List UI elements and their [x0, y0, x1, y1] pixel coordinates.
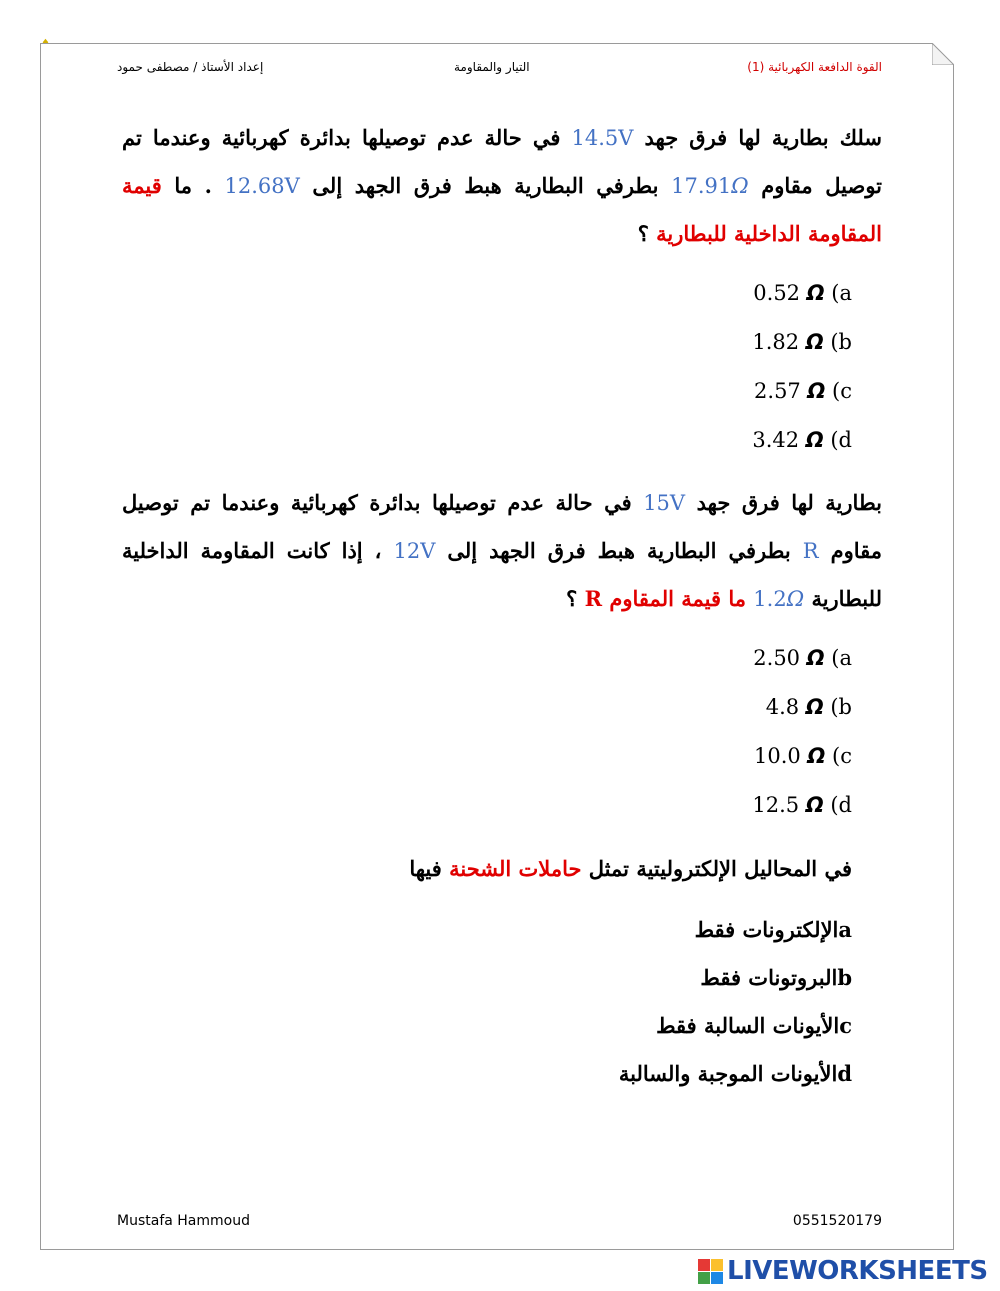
q1-option-b[interactable]: 1.82 Ω (b: [752, 330, 852, 354]
q3-highlight: حاملات الشحنة: [449, 856, 582, 881]
header-subject: التيار والمقاومة: [454, 60, 530, 74]
q1-voltage-1: 14.5V: [571, 126, 634, 150]
q2-option-c[interactable]: 10.0 Ω (c: [754, 744, 852, 768]
q3-option-d[interactable]: dالأيونات الموجبة والسالبة: [618, 1061, 852, 1086]
q1-option-a[interactable]: 0.52 Ω (a: [753, 281, 852, 305]
q3-option-b[interactable]: bالبروتونات فقط: [700, 965, 852, 990]
q2-option-a[interactable]: 2.50 Ω (a: [753, 646, 852, 670]
q3-option-c[interactable]: cالأيونات السالبة فقط: [656, 1013, 852, 1038]
q3-option-a[interactable]: aالإلكترونات فقط: [694, 917, 852, 942]
q1-resistance: 17.91Ω: [671, 174, 749, 198]
q2-voltage-2: 12V: [393, 539, 436, 563]
q2-resistor-r: R: [802, 539, 819, 563]
logo-text: LIVEWORKSHEETS: [727, 1256, 988, 1286]
logo-blocks-icon: [698, 1259, 723, 1284]
page-fold-icon: [932, 43, 954, 65]
q1-ask: قيمة المقاومة الداخلية للبطارية: [122, 173, 882, 246]
q2-ask: ما قيمة المقاوم: [609, 586, 746, 611]
footer-name: Mustafa Hammoud: [117, 1213, 250, 1229]
question-1: سلك بطارية لها فرق جهد 14.5V في حالة عدم توصيلها بدائرة كهربائية وعندما تم توصيل مقاوم 17.91Ω بطرفي البطارية هبط فرق الجهد إلى 12.68V . ما قيمة المقاومة الداخلية للبطارية ؟: [122, 125, 883, 246]
q2-voltage-1: 15V: [643, 491, 686, 515]
question-2: بطارية لها فرق جهد 15V في حالة عدم توصيلها بدائرة كهربائية وعندما تم توصيل مقاوم R بطرفي البطارية هبط فرق الجهد إلى 12V ، إذا كانت المقاومة الداخلية للبطارية 1.2Ω ما قيمة المقاوم R ؟: [122, 490, 883, 611]
liveworksheets-logo[interactable]: [698, 1256, 988, 1286]
q2-option-d[interactable]: 12.5 Ω (d: [752, 793, 852, 817]
q1-option-c[interactable]: 2.57 Ω (c: [754, 379, 852, 403]
footer-phone: 0551520179: [792, 1213, 882, 1229]
q2-option-b[interactable]: 4.8 Ω (b: [765, 695, 852, 719]
q1-voltage-2: 12.68V: [224, 174, 300, 198]
question-3: في المحاليل الإلكتروليتية تمثل حاملات الشحنة فيها: [409, 856, 852, 881]
q1-option-d[interactable]: 3.42 Ω (d: [752, 428, 852, 452]
header-author: إعداد الأستاذ / مصطفى حمود: [117, 60, 264, 74]
q2-internal-resistance: 1.2Ω: [753, 587, 805, 611]
header-title: القوة الدافعة الكهربائية (1): [747, 60, 882, 74]
